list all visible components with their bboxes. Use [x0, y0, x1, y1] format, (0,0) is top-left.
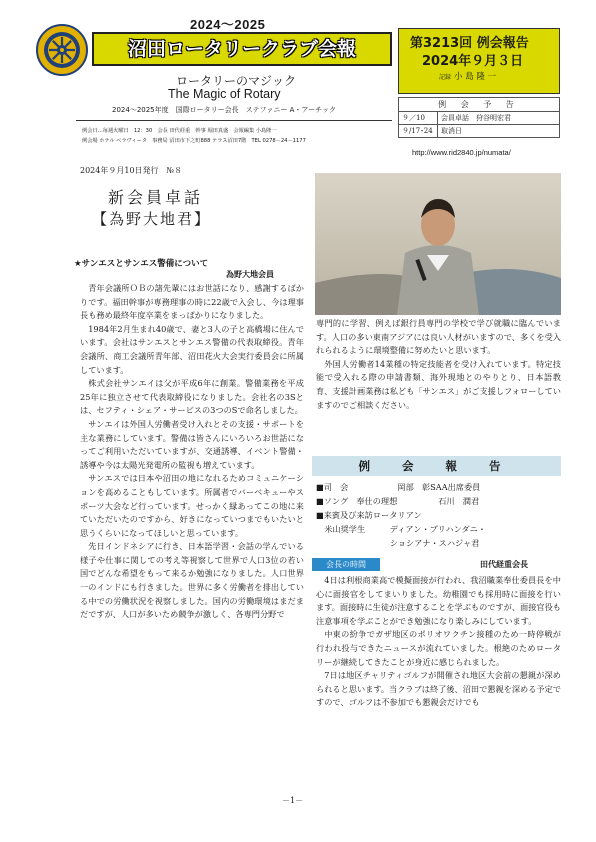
rotary-wheel-logo: [36, 24, 88, 76]
schedule-row: [399, 125, 560, 138]
recorder-label: 記録: [439, 74, 452, 81]
article-author: 為野大地会員: [226, 270, 274, 279]
president-time-tag: 会長の時間: [312, 558, 380, 571]
meeting-info-line: 例会日…毎週火曜日 12：30 会長 田代経重 幹事 堀田真盛 会報編集 小島隆一: [82, 128, 277, 134]
schedule-row: [399, 112, 560, 125]
report-row: ショシアナ・スハジャ君: [316, 538, 480, 548]
header-divider: [76, 120, 392, 121]
paragraph: 株式会社サンエイは父が平成6年に創業。警備業務を平成25年に独立させて代表取締役になりました。会社名の3Sとは、セフティ・シェア・サービスの3つのSで命名しました。: [80, 378, 304, 416]
recorder-name: 小 島 隆 一: [454, 72, 497, 82]
paragraph: 7日は地区チャリティゴルフが開催され地区大会前の懇親が深められると思います。当クラブは終了後、沼田で懇親を深める予定ですので、ゴルフは不参加でも懇親会だけでも: [316, 670, 561, 708]
report-row: ■来賓及び来訪ロータリアン: [316, 510, 422, 520]
article-subtitle: 【為野大地君】: [92, 210, 212, 228]
theme-english: The Magic of Rotary: [168, 87, 281, 101]
schedule-table: [398, 97, 560, 138]
website-link[interactable]: http://www.rid2840.jp/numata/: [412, 148, 511, 157]
report-row: ■司 会 岡部 彰SAA出席委員: [316, 482, 481, 492]
article-title: 新会員卓話: [108, 188, 204, 207]
paragraph: サンエイは外国人労働者受け入れとその支援・サポートを主な業務にしています。警備は皆さんにいろいろお世話になってご利用いただいていますが、交通誘導、イベント警備・誘導や今は太陽光発電所の監視も増えています。: [80, 418, 304, 470]
paragraph: 専門的に学習、例えば銀行員専門の学校で学び就職に臨んでいます。人口の多い東南アジアには良い人材がいますので、多くを受入れられるように環境整備に努めたいと思います。: [316, 318, 561, 356]
ri-president-line: 2024～2025年度 国際ロータリー会長 ステファニー A・アーチック: [112, 106, 336, 114]
meeting-date: 2024年９月３日: [422, 54, 524, 69]
schedule-date: ９／10: [399, 112, 438, 125]
paragraph: 外国人労働者14業種の特定技能者を受け入れています。特定技能で受入れる際の申請書類、海外現地とのやりとり、日本語教育、支援計画業務は私ども「サンエス」がご支援しフォローしていますのでご相談ください。: [316, 358, 561, 410]
paragraph: 中東の紛争でガザ地区のポリオワクチン接種のため一時停戦が行われ投与できたニュースが流れていました。根絶のためロータリーが継続してきたことが身近に感じられました。: [316, 629, 561, 667]
paragraph: 先日インドネシアに行き、日本語学習・会話の学んでいる様子や仕事に関しての考え等視察して世界で人口3位の若い国でどんな希望をもって来るか勉強になりました。人口世界一のインドにも行きました。世界に多く労働者を排出している中での労働状況を視察しました。国内の労働環境はまだまだですが、人口が多いため競争が激しく、各専門分野で: [80, 541, 304, 620]
president-name: 田代経重会長: [480, 560, 528, 569]
article-body-right: [316, 317, 561, 412]
meeting-number: 第3213回 例会報告: [410, 36, 529, 51]
theme-japanese: ロータリーのマジック: [176, 74, 297, 88]
report-row: 米山奨学生 ディアン・プリハンダニ・: [316, 524, 487, 534]
schedule-heading: 例 会 予 告: [399, 98, 560, 112]
report-heading: 例 会 報 告: [312, 456, 561, 476]
president-body: [316, 574, 561, 710]
schedule-date: ９/17･24: [399, 125, 438, 138]
paragraph: 1984年2月生まれ40歳で、妻と3人の子と高橋場に住んでいます。会社はサンエスとサンエス警備の代表取締役。青年会議所、商工会議所青年部、沼田花火大会実行委員会に所属しています。: [80, 323, 304, 375]
paragraph: 4日は利根商業高で模擬面接が行われ、我沼職業奉仕委員長を中心に面接官をしてまいりました。幼稚園でも採用時に面接を行います。面接時に生徒が注意することを学ぶものですが、面接官役も注意事項を学ぶことができ勉強になり楽しみにしています。: [316, 575, 561, 626]
recorder: [439, 70, 496, 82]
issue-line: 2024年９月10日発行 №８: [80, 166, 183, 175]
paragraph: サンエスでは日本や沼田の地になれるためコミュニケーションを高めることもしています。所属者でバーベキューやスポーツ大会など行っています。せっかく縁あってこの地に来ていただいたのですから、好きになっていつまでもいたいと思うくらいになってほしいと思っています。: [80, 473, 304, 538]
year-range: 2024～2025: [190, 17, 266, 32]
schedule-content: 取消日: [438, 125, 560, 138]
page-number: －1－: [282, 796, 304, 805]
paragraph: 青年会議所ＯＢの諸先輩にはお世話になり、感謝するばかりです。福田幹事が専務理事の時に22歳で入会し、今は理事長も務め最終年度卒業をまっぱかりになりました。: [80, 283, 304, 321]
section-heading: ★サンエスとサンエス警備について: [74, 259, 209, 269]
report-row: ■ソング 奉仕の理想 石川 潤君: [316, 496, 480, 506]
speaker-photo: [315, 173, 561, 315]
venue-info-line: 例会場 ホテル ベラヴィータ 事務局 沼田市下之町888 テラス沼田7階 TEL 0278－24－1177: [82, 138, 306, 144]
club-newsletter-title: 沼田ロータリークラブ会報: [92, 32, 392, 66]
schedule-content: 会員卓話 狩谷明宏君: [438, 112, 560, 125]
article-body-left: [80, 282, 304, 622]
